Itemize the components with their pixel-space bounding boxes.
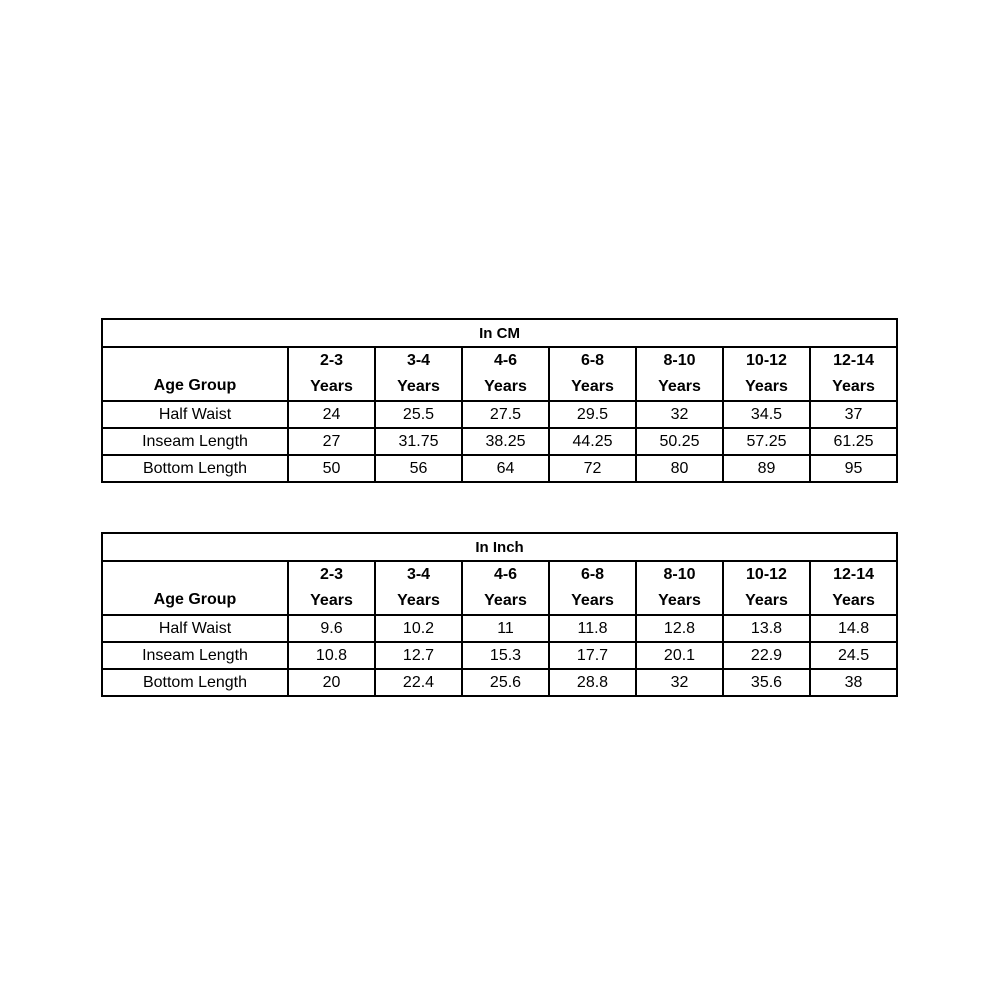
age-header-cell: [810, 561, 897, 615]
value-cell: 13.8: [723, 615, 810, 642]
header-row: [102, 347, 897, 401]
age-unit: Years: [397, 378, 440, 395]
age-unit: Years: [745, 592, 788, 609]
age-group-header: Age Group: [102, 347, 288, 401]
value-cell: 11.8: [549, 615, 636, 642]
value-cell: 61.25: [810, 428, 897, 455]
age-unit: Years: [745, 378, 788, 395]
age-range: 10-12: [746, 566, 787, 583]
value-cell: 34.5: [723, 401, 810, 428]
value-cell: 14.8: [810, 615, 897, 642]
age-header-cell: [636, 561, 723, 615]
value-cell: 28.8: [549, 669, 636, 696]
value-cell: 80: [636, 455, 723, 482]
header-row: [102, 561, 897, 615]
age-unit: Years: [484, 592, 527, 609]
age-unit: Years: [484, 378, 527, 395]
value-cell: 32: [636, 401, 723, 428]
value-cell: 10.2: [375, 615, 462, 642]
age-unit: Years: [832, 378, 875, 395]
age-header-cell: [462, 561, 549, 615]
value-cell: 9.6: [288, 615, 375, 642]
age-header-cell: [462, 347, 549, 401]
value-cell: 37: [810, 401, 897, 428]
row-label: Bottom Length: [102, 455, 288, 482]
age-range: 10-12: [746, 352, 787, 369]
age-header-cell: [723, 347, 810, 401]
value-cell: 50: [288, 455, 375, 482]
value-cell: 50.25: [636, 428, 723, 455]
age-header-cell: [288, 347, 375, 401]
value-cell: 11: [462, 615, 549, 642]
value-cell: 20: [288, 669, 375, 696]
age-unit: Years: [658, 378, 701, 395]
age-range: 6-8: [580, 566, 605, 583]
age-unit: Years: [310, 378, 353, 395]
age-header-cell: [723, 561, 810, 615]
value-cell: 44.25: [549, 428, 636, 455]
row-label: Inseam Length: [102, 428, 288, 455]
age-range: 3-4: [406, 566, 431, 583]
value-cell: 35.6: [723, 669, 810, 696]
value-cell: 20.1: [636, 642, 723, 669]
age-range: 4-6: [493, 352, 518, 369]
age-range: 2-3: [319, 566, 344, 583]
value-cell: 24.5: [810, 642, 897, 669]
table-row-inseam-length: [102, 642, 897, 669]
table-row-bottom-length: [102, 669, 897, 696]
value-cell: 25.5: [375, 401, 462, 428]
age-unit: Years: [571, 592, 614, 609]
value-cell: 89: [723, 455, 810, 482]
age-range: 12-14: [833, 566, 874, 583]
age-unit: Years: [397, 592, 440, 609]
age-range: 6-8: [580, 352, 605, 369]
value-cell: 57.25: [723, 428, 810, 455]
age-group-header: Age Group: [102, 561, 288, 615]
table-row-inseam-length: [102, 428, 897, 455]
value-cell: 32: [636, 669, 723, 696]
value-cell: 56: [375, 455, 462, 482]
value-cell: 38.25: [462, 428, 549, 455]
row-label: Half Waist: [102, 615, 288, 642]
value-cell: 17.7: [549, 642, 636, 669]
age-range: 8-10: [663, 352, 696, 369]
table-row-half-waist: [102, 401, 897, 428]
age-range: 2-3: [319, 352, 344, 369]
table-title-row: [102, 319, 897, 347]
size-chart-inch-table: [101, 532, 898, 697]
value-cell: 38: [810, 669, 897, 696]
age-range: 3-4: [406, 352, 431, 369]
row-label: Bottom Length: [102, 669, 288, 696]
value-cell: 25.6: [462, 669, 549, 696]
age-unit: Years: [658, 592, 701, 609]
value-cell: 22.4: [375, 669, 462, 696]
table-title: In Inch: [102, 533, 897, 561]
age-range: 4-6: [493, 566, 518, 583]
value-cell: 29.5: [549, 401, 636, 428]
table-title-row: [102, 533, 897, 561]
value-cell: 12.8: [636, 615, 723, 642]
table-row-half-waist: [102, 615, 897, 642]
value-cell: 24: [288, 401, 375, 428]
age-header-cell: [375, 347, 462, 401]
age-header-cell: [636, 347, 723, 401]
value-cell: 22.9: [723, 642, 810, 669]
age-unit: Years: [571, 378, 614, 395]
age-unit: Years: [832, 592, 875, 609]
size-chart-cm-table: [101, 318, 898, 483]
value-cell: 64: [462, 455, 549, 482]
value-cell: 27: [288, 428, 375, 455]
value-cell: 31.75: [375, 428, 462, 455]
value-cell: 15.3: [462, 642, 549, 669]
age-unit: Years: [310, 592, 353, 609]
value-cell: 95: [810, 455, 897, 482]
value-cell: 12.7: [375, 642, 462, 669]
age-header-cell: [810, 347, 897, 401]
row-label: Half Waist: [102, 401, 288, 428]
age-range: 12-14: [833, 352, 874, 369]
age-range: 8-10: [663, 566, 696, 583]
value-cell: 72: [549, 455, 636, 482]
age-header-cell: [288, 561, 375, 615]
age-header-cell: [375, 561, 462, 615]
age-header-cell: [549, 561, 636, 615]
table-row-bottom-length: [102, 455, 897, 482]
table-title: In CM: [102, 319, 897, 347]
value-cell: 10.8: [288, 642, 375, 669]
value-cell: 27.5: [462, 401, 549, 428]
row-label: Inseam Length: [102, 642, 288, 669]
age-header-cell: [549, 347, 636, 401]
